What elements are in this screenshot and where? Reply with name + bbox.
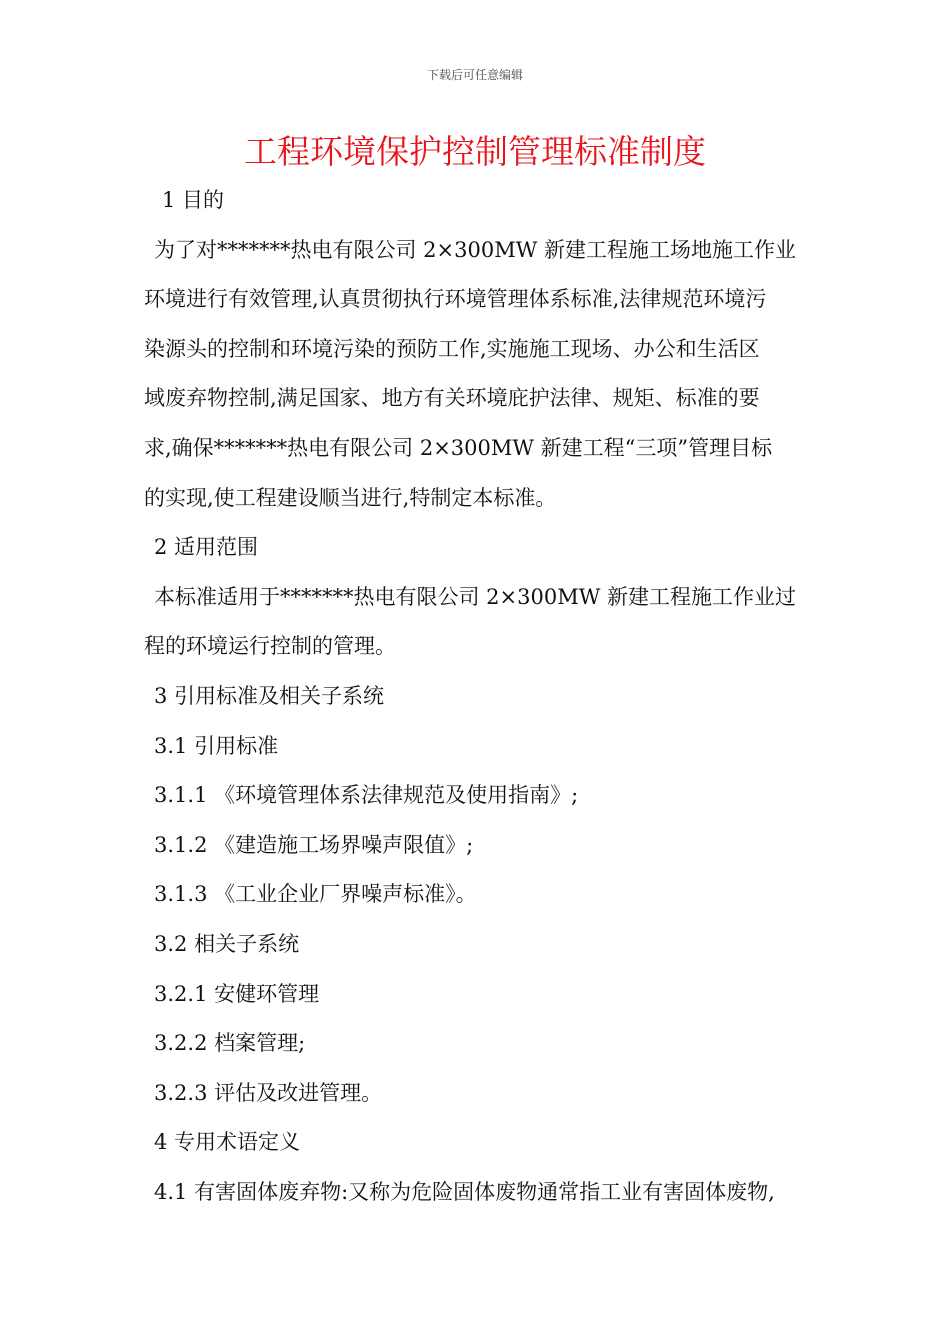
section-1-line-4: 域废弃物控制,满足国家、地方有关环境庇护法律、规矩、标准的要: [144, 386, 760, 411]
section-4-heading: 4 专用术语定义: [154, 1130, 301, 1155]
document-body: [144, 176, 812, 1217]
section-1-line-1: 为了对*******热电有限公司 2×300MW 新建工程施工场地施工作业: [154, 237, 796, 262]
section-2-line-1: 本标准适用于*******热电有限公司 2×300MW 新建工程施工作业过: [154, 584, 796, 609]
section-3-1-2: 3.1.2 《建造施工场界噪声限值》;: [154, 832, 474, 857]
section-3-1-1: 3.1.1 《环境管理体系法律规范及使用指南》;: [154, 783, 579, 808]
section-3-1-heading: 3.1 引用标准: [154, 733, 279, 758]
section-3-1-3: 3.1.3 《工业企业厂界噪声标准》。: [154, 882, 477, 907]
section-3-2-2: 3.2.2 档案管理;: [154, 1031, 306, 1056]
header-note: 下载后可任意编辑: [426, 68, 523, 82]
section-3-2-3: 3.2.3 评估及改进管理。: [154, 1080, 383, 1105]
section-1-line-6: 的实现,使工程建设顺当进行,特制定本标准。: [144, 485, 557, 510]
section-3-heading: 3 引用标准及相关子系统: [154, 683, 385, 708]
section-2-heading: 2 适用范围: [154, 535, 259, 560]
section-1-line-2: 环境进行有效管理,认真贯彻执行环境管理体系标准,法律规范环境污: [144, 287, 767, 312]
section-1-heading: 1 目的: [162, 188, 225, 212]
section-3-2-heading: 3.2 相关子系统: [154, 931, 300, 956]
document-title: 工程环境保护控制管理标准制度: [244, 132, 706, 171]
section-1-line-3: 染源头的控制和环境污染的预防工作,实施施工现场、办公和生活区: [144, 336, 760, 361]
section-4-1: 4.1 有害固体废弃物:又称为危险固体废物通常指工业有害固体废物,: [154, 1179, 775, 1204]
section-1-line-5: 求,确保*******热电有限公司 2×300MW 新建工程“三项”管理目标: [144, 435, 773, 460]
section-3-2-1: 3.2.1 安健环管理: [154, 981, 320, 1006]
section-2-line-2: 程的环境运行控制的管理。: [144, 634, 396, 659]
